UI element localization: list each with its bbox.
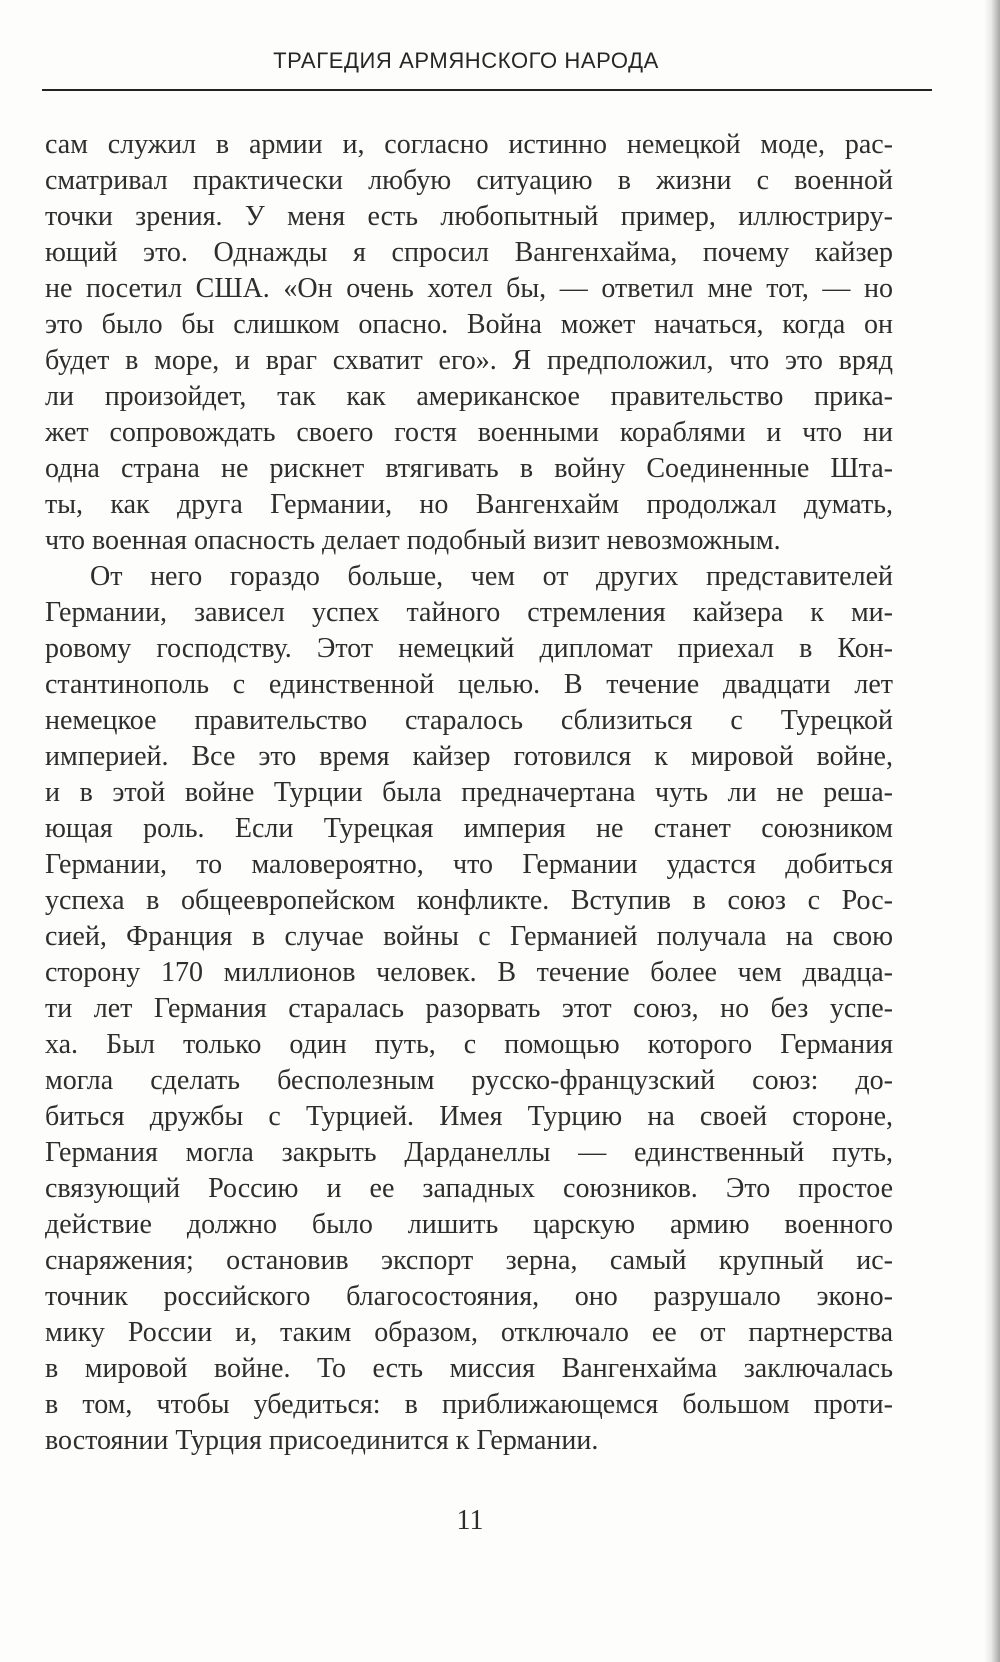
text-line: ющая роль. Если Турецкая империя не станет союзником (45, 813, 893, 844)
text-line: в том, чтобы убедиться: в приближающемся большом проти- (45, 1389, 893, 1420)
text-line: ты, как друга Германии, но Вангенхайм продолжал думать, (45, 489, 893, 520)
text-line: связующий Россию и ее западных союзников. Это простое (45, 1173, 893, 1204)
text-line: не посетил США. «Он очень хотел бы, — ответил мне тот, — но (45, 273, 893, 304)
text-line: Германии, то маловероятно, что Германии удастся добиться (45, 849, 893, 880)
text-line: сией, Франция в случае войны с Германией получала на свою (45, 921, 893, 952)
text-line: будет в море, и враг схватит его». Я предположил, что это вряд (45, 345, 893, 376)
text-line: точник российского благосостояния, оно разрушало эконо- (45, 1281, 893, 1312)
text-line: Германия могла закрыть Дарданеллы — единственный путь, (45, 1137, 893, 1168)
paragraph (45, 559, 893, 1459)
text-line: ли произойдет, так как американское правительство прика- (45, 381, 893, 412)
text-line: ровому господству. Этот немецкий дипломат приехал в Кон- (45, 633, 893, 664)
header-rule (42, 89, 932, 91)
text-line: ющий это. Однажды я спросил Вангенхайма, почему кайзер (45, 237, 893, 268)
page-edge-shadow (984, 0, 1000, 1662)
body-text (45, 127, 893, 1459)
page-number: 11 (456, 1505, 484, 1536)
text-line: могла сделать бесполезным русско-французский союз: до- (45, 1065, 893, 1096)
text-line: сам служил в армии и, согласно истинно немецкой моде, рас- (45, 129, 893, 160)
text-line: успеха в общеевропейском конфликте. Вступив в союз с Рос- (45, 885, 893, 916)
text-line: одна страна не рискнет втягивать в войну Соединенные Шта- (45, 453, 893, 484)
text-line: империей. Все это время кайзер готовился к мировой войне, (45, 741, 893, 772)
text-line: жет сопровождать своего гостя военными кораблями и что ни (45, 417, 893, 448)
text-line: точки зрения. У меня есть любопытный пример, иллюстриру- (45, 201, 893, 232)
text-line: снаряжения; остановив экспорт зерна, самый крупный ис- (45, 1245, 893, 1276)
text-line: стантинополь с единственной целью. В течение двадцати лет (45, 669, 893, 700)
text-line: что военная опасность делает подобный визит невозможным. (45, 525, 781, 556)
text-line: в мировой войне. То есть миссия Вангенхайма заключалась (45, 1353, 893, 1384)
text-line: немецкое правительство старалось сблизиться с Турецкой (45, 705, 893, 736)
text-line: это было бы слишком опасно. Война может начаться, когда он (45, 309, 893, 340)
text-line: мику России и, таким образом, отключало ее от партнерства (45, 1317, 893, 1348)
text-line: биться дружбы с Турцией. Имея Турцию на своей стороне, (45, 1101, 893, 1132)
text-line: сматривал практически любую ситуацию в жизни с военной (45, 165, 893, 196)
text-line: востоянии Турция присоединится к Германии. (45, 1425, 599, 1456)
text-line: и в этой войне Турции была предначертана чуть ли не реша- (45, 777, 893, 808)
running-head-title: ТРАГЕДИЯ АРМЯНСКОГО НАРОДА (273, 48, 659, 73)
text-line: Германии, зависел успех тайного стремления кайзера к ми- (45, 597, 893, 628)
text-line: ти лет Германия старалась разорвать этот союз, но без успе- (45, 993, 893, 1024)
text-line: сторону 170 миллионов человек. В течение более чем двадца- (45, 957, 893, 988)
text-line: От него гораздо больше, чем от других представителей (90, 561, 893, 592)
text-line: ха. Был только один путь, с помощью которого Германия (45, 1029, 893, 1060)
paragraph (45, 127, 893, 559)
text-line: действие должно было лишить царскую армию военного (45, 1209, 893, 1240)
